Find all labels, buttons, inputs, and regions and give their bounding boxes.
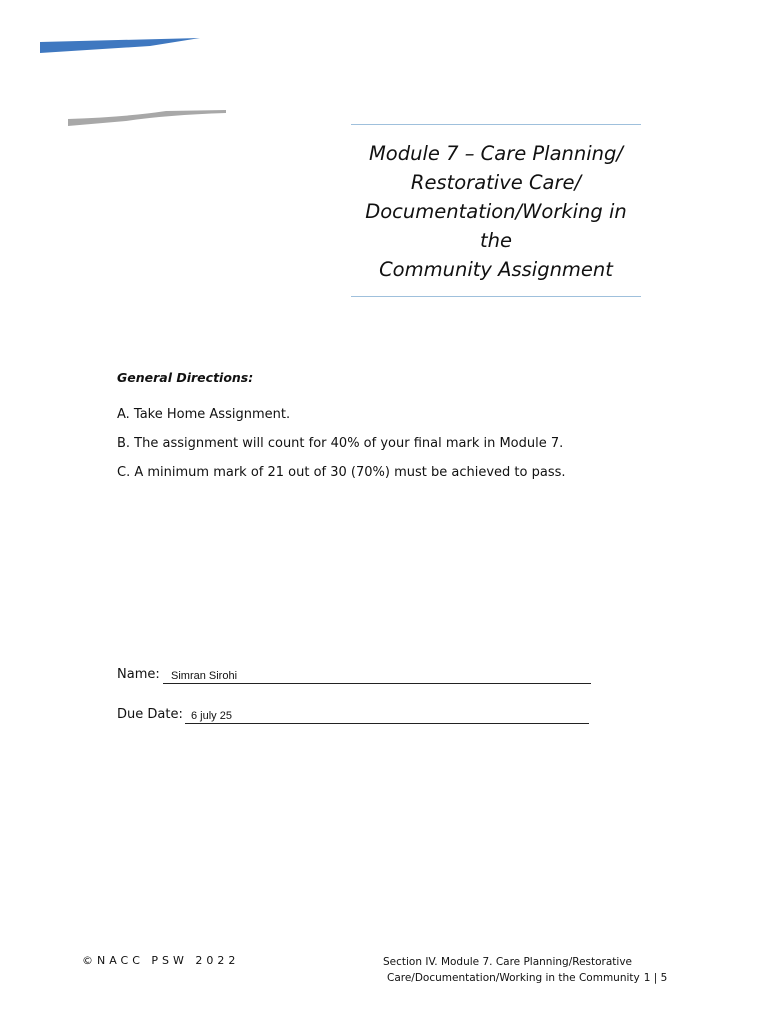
due-date-value[interactable]: 6 july 25	[191, 710, 232, 722]
title-line: Module 7 – Care Planning/	[368, 142, 623, 165]
footer-section-line1: Section IV. Module 7. Care Planning/Restorative	[383, 956, 632, 968]
title-line: Restorative Care/	[410, 171, 582, 194]
document-title	[351, 139, 641, 284]
footer-section-line2-wrap	[383, 970, 683, 986]
title-block	[351, 124, 641, 297]
due-date-input-line[interactable]	[185, 707, 589, 724]
logo-gray-swoosh-icon	[66, 109, 228, 128]
title-line: Documentation/Working in the	[365, 200, 627, 252]
page-number: 1 | 5	[643, 972, 668, 984]
logo-blue-swoosh-icon	[40, 38, 200, 56]
title-top-rule	[351, 124, 641, 125]
footer-section-line2: Care/Documentation/Working in the Community	[387, 972, 640, 984]
general-directions	[117, 370, 677, 493]
title-bottom-rule	[351, 296, 641, 297]
direction-item: C. A minimum mark of 21 out of 30 (70%) must be achieved to pass.	[117, 465, 566, 480]
name-value[interactable]: Simran Sirohi	[171, 670, 238, 682]
due-date-field	[117, 707, 597, 727]
title-line: Community Assignment	[379, 258, 613, 281]
due-date-label: Due Date:	[117, 707, 183, 722]
directions-heading: General Directions:	[117, 370, 254, 385]
footer-copyright: ©NACC PSW 2022	[82, 954, 240, 967]
footer-section	[383, 954, 683, 986]
direction-item: A. Take Home Assignment.	[117, 407, 291, 422]
name-label: Name:	[117, 667, 160, 682]
name-field	[117, 667, 597, 687]
direction-item: B. The assignment will count for 40% of your final mark in Module 7.	[117, 436, 564, 451]
